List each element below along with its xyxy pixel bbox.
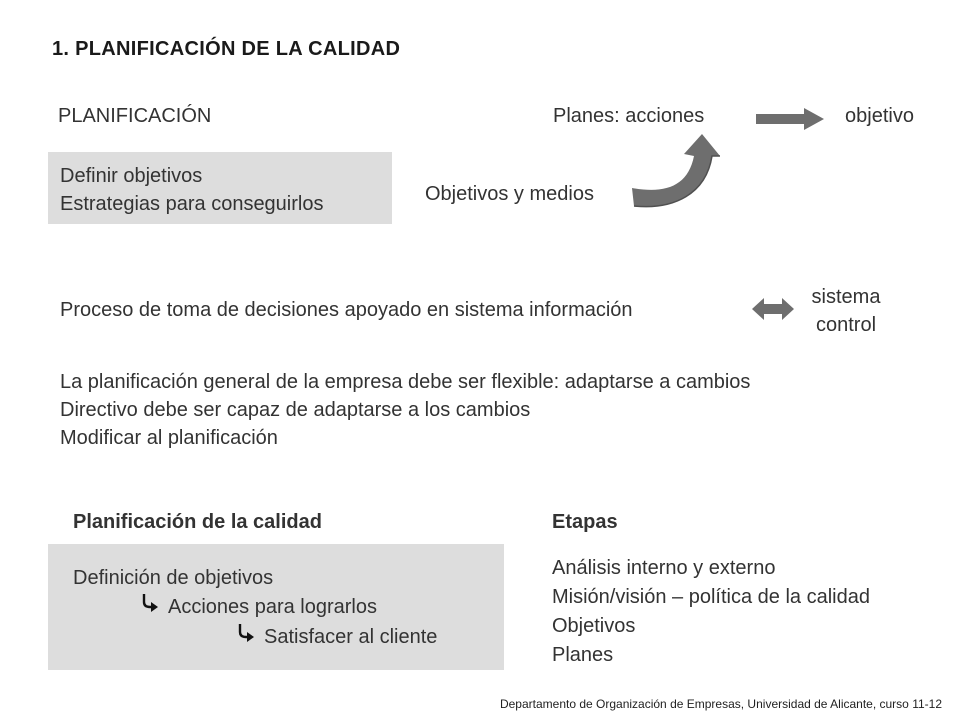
flexible-line-1: La planificación general de la empresa debe ser flexible: adaptarse a cambios: [60, 371, 751, 393]
control-label: control: [815, 314, 877, 336]
sistema-label: sistema: [811, 286, 881, 308]
curved-arrow-right-icon: [236, 622, 256, 642]
etapas-item: Objetivos: [552, 615, 636, 637]
etapas-heading: Etapas: [552, 511, 618, 533]
etapas-item: Planes: [552, 644, 614, 666]
flexible-line-2: Directivo debe ser capaz de adaptarse a los cambios: [60, 399, 531, 421]
etapas-item: Misión/visión – política de la calidad: [552, 586, 870, 608]
objetivos-medios-label: Objetivos y medios: [425, 183, 594, 205]
footer-text: Departamento de Organización de Empresas, Universidad de Alicante, curso 11-12: [499, 697, 942, 711]
right-arrow-icon: [756, 108, 824, 130]
calidad-line-2: Acciones para lograrlos: [168, 596, 377, 618]
calidad-line-1: Definición de objetivos: [73, 567, 274, 589]
curved-up-arrow-icon: [628, 128, 728, 222]
objetivo-label: objetivo: [845, 105, 914, 127]
curved-arrow-right-icon: [140, 592, 160, 612]
planes-acciones-label: Planes: acciones: [553, 105, 705, 127]
proceso-text: Proceso de toma de decisiones apoyado en sistema información: [60, 299, 633, 321]
flexible-line-3: Modificar al planificación: [60, 427, 278, 449]
etapas-item: Análisis interno y externo: [552, 557, 776, 579]
calidad-line-3: Satisfacer al cliente: [264, 626, 438, 648]
double-arrow-icon: [752, 296, 794, 322]
planificacion-box-line-2: Estrategias para conseguirlos: [60, 193, 324, 215]
calidad-heading: Planificación de la calidad: [73, 511, 322, 533]
page-title: 1. PLANIFICACIÓN DE LA CALIDAD: [52, 38, 401, 60]
planificacion-box-line-1: Definir objetivos: [60, 165, 203, 187]
planificacion-heading: PLANIFICACIÓN: [58, 105, 212, 127]
